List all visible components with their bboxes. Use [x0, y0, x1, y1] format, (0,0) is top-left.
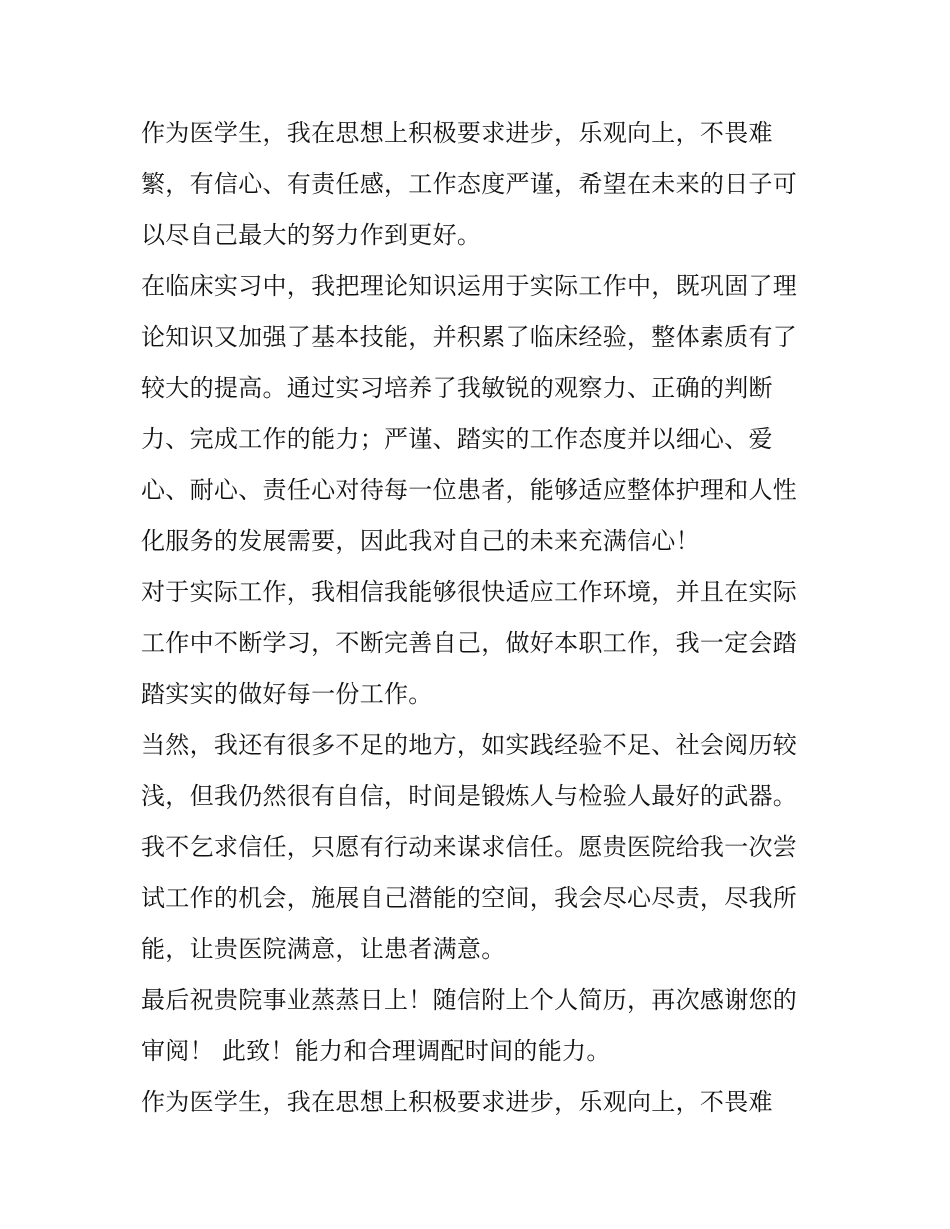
- text-line: 以尽自己最大的努力作到更好。: [141, 221, 482, 249]
- text-line: 当然，我还有很多不足的地方，如实践经验不足、社会阅历较: [141, 731, 798, 759]
- text-line: 最后祝贵院事业蒸蒸日上！随信附上个人简历，再次感谢您的: [141, 986, 798, 1014]
- text-line: 我不乞求信任，只愿有行动来谋求信任。愿贵医院给我一次尝: [141, 833, 798, 861]
- text-line: 在临床实习中，我把理论知识运用于实际工作中，既巩固了理: [141, 272, 798, 300]
- text-line: 能，让贵医院满意，让患者满意。: [141, 935, 506, 963]
- text-line: 作为医学生，我在思想上积极要求进步，乐观向上，不畏难: [141, 119, 773, 147]
- paragraph-1: [141, 108, 821, 261]
- text-line: 试工作的机会，施展自己潜能的空间，我会尽心尽责，尽我所: [141, 884, 798, 912]
- paragraph-5: [141, 975, 821, 1077]
- text-line: 踏实实的做好每一份工作。: [141, 680, 433, 708]
- text-line: 工作中不断学习，不断完善自己，做好本职工作，我一定会踏: [141, 629, 798, 657]
- text-line: 审阅！ 此致！能力和合理调配时间的能力。: [141, 1037, 611, 1065]
- paragraph-2: [141, 261, 821, 567]
- paragraph-3: [141, 567, 821, 720]
- text-line: 繁，有信心、有责任感，工作态度严谨，希望在未来的日子可: [141, 170, 798, 198]
- text-line: 作为医学生，我在思想上积极要求进步，乐观向上，不畏难: [141, 1088, 773, 1116]
- text-line: 论知识又加强了基本技能，并积累了临床经验，整体素质有了: [141, 323, 798, 351]
- text-line: 化服务的发展需要，因此我对自己的未来充满信心！: [141, 527, 700, 555]
- document-body: [141, 108, 821, 1128]
- text-line: 心、耐心、责任心对待每一位患者，能够适应整体护理和人性: [141, 476, 798, 504]
- text-line: 浅，但我仍然很有自信，时间是锻炼人与检验人最好的武器。: [141, 782, 798, 810]
- text-line: 较大的提高。通过实习培养了我敏锐的观察力、正确的判断: [141, 374, 773, 402]
- paragraph-4: [141, 720, 821, 975]
- paragraph-6: [141, 1077, 821, 1128]
- text-line: 对于实际工作，我相信我能够很快适应工作环境，并且在实际: [141, 578, 798, 606]
- text-line: 力、完成工作的能力；严谨、踏实的工作态度并以细心、爱: [141, 425, 773, 453]
